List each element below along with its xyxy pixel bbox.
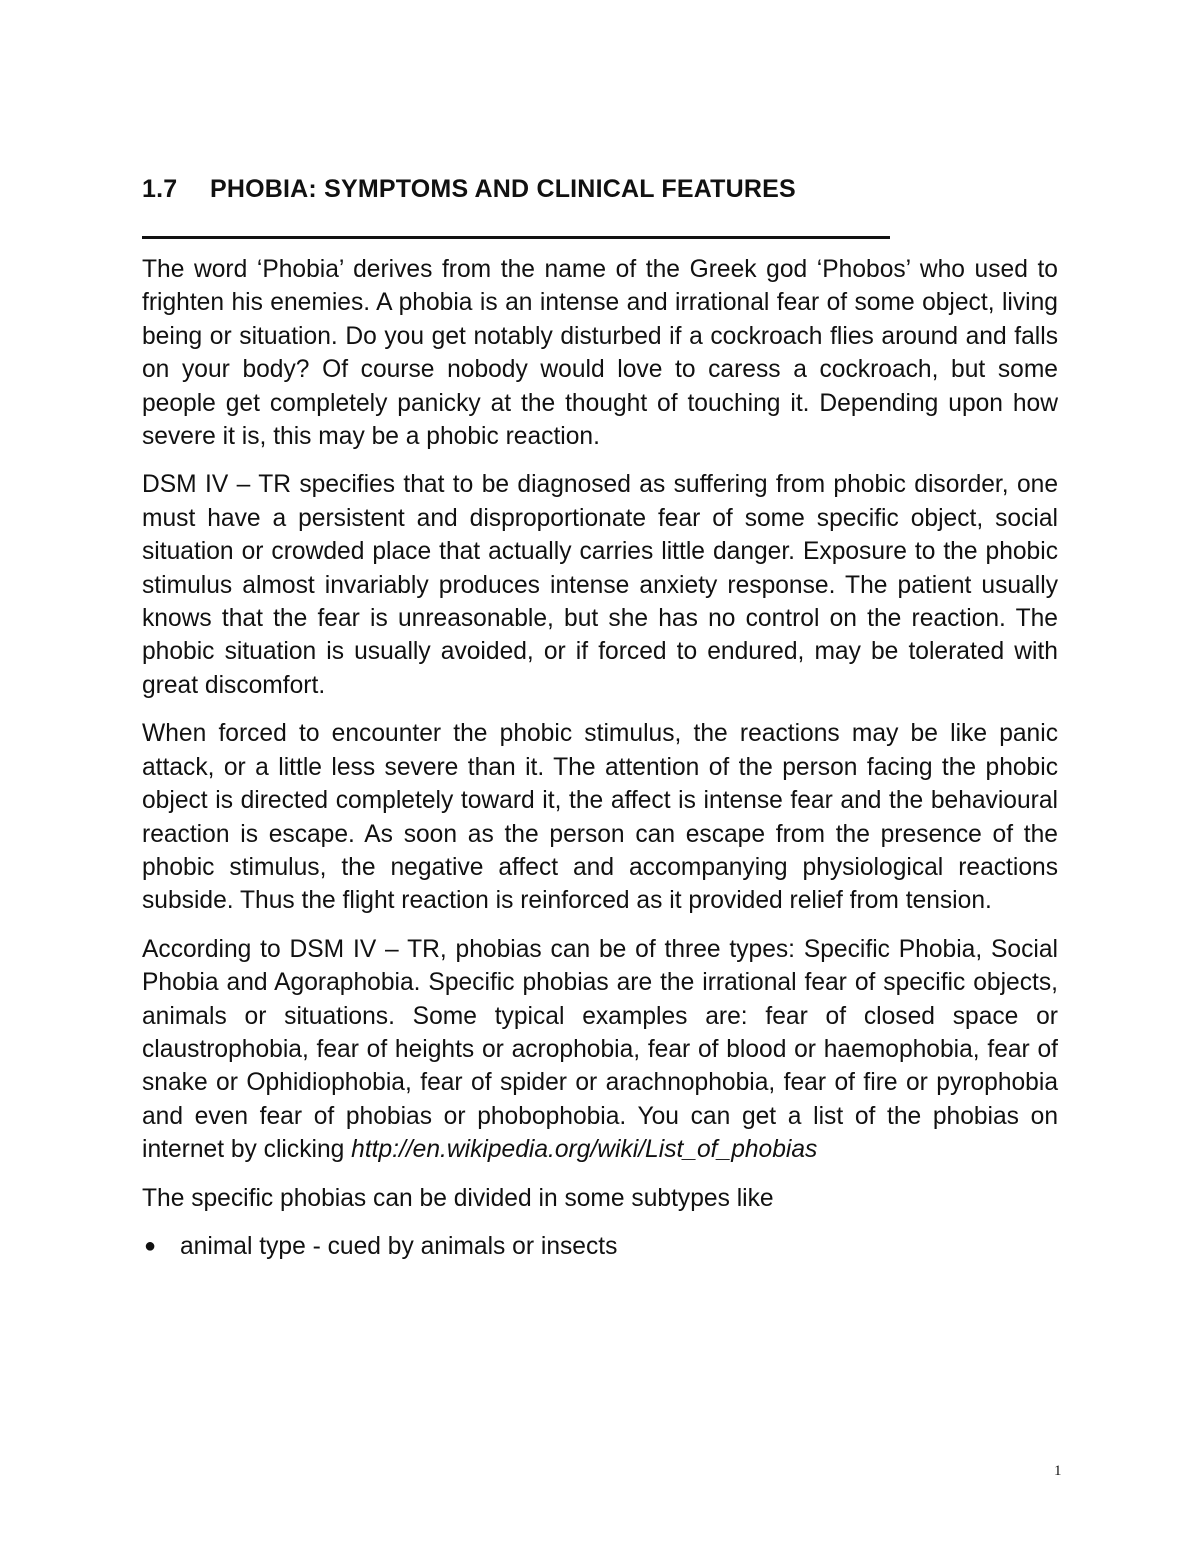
list-item <box>142 1230 1058 1263</box>
paragraph-intro: The word ‘Phobia’ derives from the name of the Greek god ‘Phobos’ who used to frighten his enemies. A phobia is an intense and irrational fear of some object, living being or situation. Do you get notably disturbed if a cockroach flies around and falls on your body? Of course nobody would love to caress a cockroach, but some people get completely panicky at the thought of touching it. Depending upon how severe it is, this may be a phobic reaction. <box>142 256 1058 451</box>
subtypes-list <box>142 1230 1058 1263</box>
bullet-icon: ● <box>144 1234 157 1257</box>
section-title: PHOBIA: SYMPTOMS AND CLINICAL FEATURES <box>210 175 796 203</box>
paragraph-subtypes-intro: The specific phobias can be divided in some subtypes like <box>142 1184 774 1212</box>
paragraph-phobia-types <box>142 933 1058 1167</box>
paragraph-reactions: When forced to encounter the phobic stimulus, the reactions may be like panic attack, or a little less severe than it. The attention of the person facing the phobic object is directed completely toward it, the affect is intense fear and the behavioural reaction is escape. As soon as the person can escape from the presence of the phobic stimulus, the negative affect and accompanying physiological reactions subside. Thus the flight reaction is reinforced as it provided relief from tension. <box>142 720 1058 915</box>
phobia-types-text: According to DSM IV – TR, phobias can be of three types: Specific Phobia, Social Phobia and Agoraphobia. Specific phobias are the irrational fear of specific objects, animals or situations. Some typical examples are: fear of closed space or claustrophobia, fear of heights or acrophobia, fear of blood or haemophobia, fear of snake or Ophidiophobia, fear of spider or arachnophobia, fear of fire or pyrophobia and even fear of phobias or phobophobia. You can get a list of the phobias on internet by clicking <box>142 935 1058 1164</box>
section-number: 1.7 <box>142 175 178 203</box>
page-number: 1 <box>1054 1463 1062 1479</box>
body-text <box>142 253 1058 1263</box>
wikipedia-link[interactable]: http://en.wikipedia.org/wiki/List_of_phobias <box>351 1136 818 1164</box>
section-heading <box>142 175 796 204</box>
list-item-text: animal type - cued by animals or insects <box>180 1232 618 1260</box>
heading-underline <box>142 236 890 239</box>
paragraph-dsm-criteria: DSM IV – TR specifies that to be diagnosed as suffering from phobic disorder, one must have a persistent and disproportionate fear of some specific object, social situation or crowded place that actually carries little danger. Exposure to the phobic stimulus almost invariably produces intense anxiety response. The patient usually knows that the fear is unreasonable, but she has no control on the reaction. The phobic situation is usually avoided, or if forced to endured, may be tolerated with great discomfort. <box>142 471 1058 699</box>
